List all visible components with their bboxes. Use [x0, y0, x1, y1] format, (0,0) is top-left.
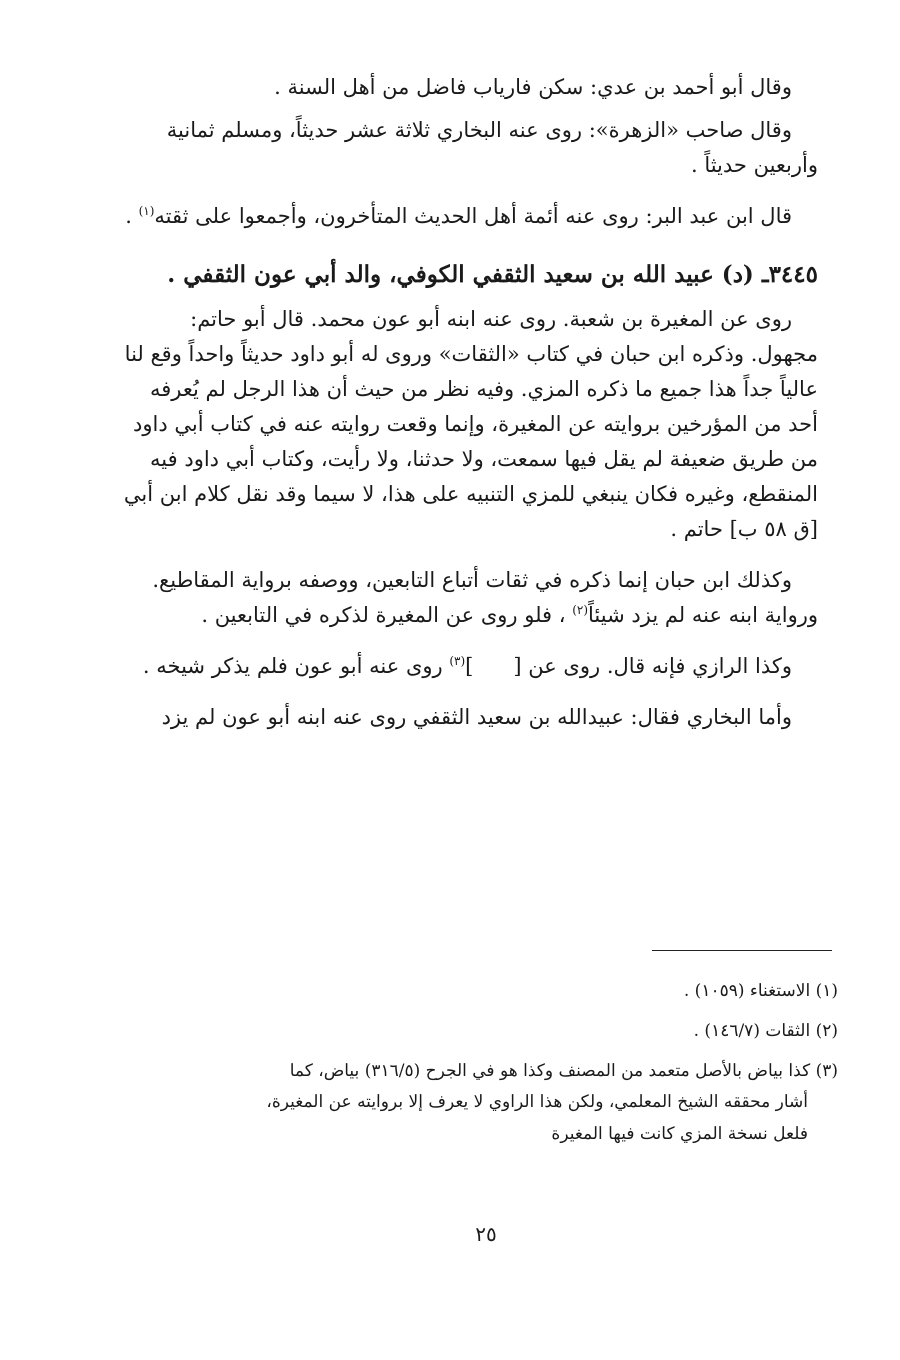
paragraph-ibn-hibban-end: ، فلو روى عن المغيرة لذكره في التابعين .	[201, 603, 573, 627]
paragraph-ibn-abd-al-barr-text: قال ابن عبد البر: روى عنه أئمة أهل الحديث المتأخرون، وأجمعوا على ثقته	[154, 204, 792, 228]
main-text	[118, 70, 818, 735]
paragraph-ibn-hibban	[118, 563, 818, 633]
footnote-separator	[652, 950, 832, 951]
paragraph-ibn-abd-al-barr	[118, 199, 818, 234]
paragraph-razi-end: روى عنه أبو عون فلم يذكر شيخه .	[142, 654, 450, 678]
paragraph-zahra: وقال صاحب «الزهرة»: روى عنه البخاري ثلاثة عشر حديثاً، ومسلم ثمانية وأربعين حديثاً .	[166, 118, 818, 177]
entry-heading: ٣٤٤٥ـ (د) عبيد الله بن سعيد الثقفي الكوفي، والد أبي عون الثقفي .	[167, 261, 818, 288]
bracket-close: ]	[465, 654, 474, 678]
footnote-ref-1: (١)	[138, 204, 155, 218]
footnote-1: (١) الاستغناء (١٠٥٩) .	[683, 981, 838, 1001]
paragraph-ibn-adi: وقال أبو أحمد بن عدي: سكن فارياب فاضل من أهل السنة .	[274, 75, 792, 99]
paragraph-end-mark: .	[125, 204, 139, 228]
footnote-3-line-3: فلعل نسخة المزي كانت فيها المغيرة	[551, 1124, 808, 1144]
footnote-3-line-2: أشار محققه الشيخ المعلمي، ولكن هذا الراوي لا يعرف إلا بروايته عن المغيرة،	[266, 1092, 808, 1112]
footnote-2: (٢) الثقات (١٤٦/٧) .	[693, 1021, 838, 1041]
footnote-ref-2: (٢)	[572, 603, 589, 617]
footnote-ref-3: (٣)	[449, 654, 466, 668]
footnotes	[118, 966, 838, 1150]
paragraph-ibn-hibban-text: وكذلك ابن حبان إنما ذكره في ثقات أتباع التابعين، ووصفه برواية المقاطيع. ورواية ابنه عنه لم يزد شيئاً	[152, 568, 818, 627]
paragraph-razi	[118, 649, 818, 684]
footnote-3: (٣) كذا بياض بالأصل متعمد من المصنف وكذا هو في الجرح (٣١٦/٥) بياض، كما	[289, 1061, 838, 1081]
paragraph-razi-text: وكذا الرازي فإنه قال. روى عن [	[513, 654, 792, 678]
page-number: ٢٥	[475, 1222, 497, 1246]
paragraph-entry-body: روى عن المغيرة بن شعبة. روى عنه ابنه أبو عون محمد. قال أبو حاتم: مجهول. وذكره ابن حبان في كتاب «الثقات» وروى له أبو داود حديثاً واحداً وقع لنا عالياً جداً هذا جميع ما ذكره المزي. وفيه نظر من حيث أن هذا الرجل لم يُعرفه أحد من المؤرخين بروايته عن المغيرة، وإنما وقعت روايته عنه في كتاب أبي داود من طريق ضعيفة لم يقل فيها سمعت، ولا حدثنا، ولا رأيت، وكتاب أبي داود فيه المنقطع، وغيره فكان ينبغي للمزي التنبيه على هذا، لا سيما وقد نقل كلام ابن أبي [ق ٥٨ ب] حاتم .	[123, 307, 818, 541]
paragraph-bukhari: وأما البخاري فقال: عبيدالله بن سعيد الثقفي روى عنه ابنه أبو عون لم يزد	[161, 705, 792, 729]
